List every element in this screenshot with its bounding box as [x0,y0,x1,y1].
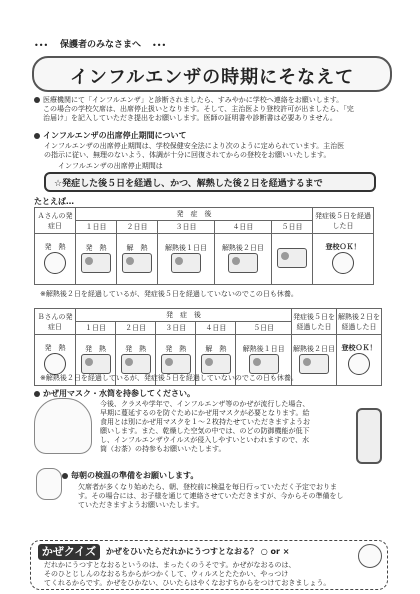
bullet-icon [34,391,40,397]
case-b-day: 発 熱 [116,335,156,386]
case-a-day: 発 熱 [76,234,117,285]
case-a-day: 解熱後２日目 [214,234,271,285]
section3-line: ていただきますようお願いいたします。 [78,501,204,509]
case-b-day: 解熱後１日目 [236,335,292,386]
title-banner [32,56,392,92]
bed-icon [121,354,151,374]
child-with-backpack-icon [332,252,354,274]
bullet-icon [34,133,40,139]
bed-icon [161,354,191,374]
section3-title: 毎朝の検温の準備をお願いします。 [62,470,198,481]
intro-line: 治届け」を記入していただき提出をお願いします。医師の証明書や診断書は必要ありません。 [43,114,337,122]
case-b-day: 発 熱 [76,335,116,386]
case-a-day: 解熱後１日目 [158,234,215,285]
section3-line: す。その場合には、お子様を通じて連絡させていただきますが、今からその準備をし [78,492,344,500]
case-b-col: ２日目 [116,322,156,335]
case-b-day: 解 熱 [196,335,236,386]
intro-block [34,96,394,123]
section3-line: 欠席者が多くなり始めたら、朝、登校前に検温を毎日行っていただく予定でおりま [78,483,337,491]
section1-title: インフルエンザの出席停止期間について [34,130,187,141]
section2-line: 早期に蔓延するのを防ぐためにかぜ用マスクが必要となります。給 [100,409,310,417]
bed-icon [228,253,258,273]
case-a-col: ４日目 [214,221,271,234]
sick-child-icon [44,252,66,274]
intro-line: 医療機関にて「インフルエンザ」と診断されましたら、すみやかに学校へ連絡をお願いします。 [34,96,394,105]
section2-title: かぜ用マスク・水筒を持参してください。 [34,388,195,399]
bullet-icon [62,473,68,479]
case-a-name: Ａさんの発症日 [35,208,76,234]
header-greeting: 保護者のみなさまへ [60,40,142,50]
section3-body [78,483,343,510]
quiz-line: だれかにうつすとなおるというのは、まったくのうそです。かぜがなおるのは、 [44,561,296,569]
page-title: インフルエンザの時期にそなえて [69,67,355,88]
section2-line: 食用とは別にかぜ用マスクを１～２枚持たせていただきますようお [100,418,310,426]
bed-icon [171,253,201,273]
bed-icon [249,354,279,374]
section2-line: 筒（お茶）の持参もお願いいたします。 [100,445,226,453]
case-b-col: ３日目 [156,322,196,335]
bed-icon [81,253,111,273]
case-a-col: １日目 [76,221,117,234]
case-a-day: 解 熱 [117,234,158,285]
bed-icon [122,253,152,273]
rule-highlight-box [44,172,376,192]
quiz-line: てくれるからです。かぜをひかない、ひいたらはやくなおすちからをつけておきましょう。 [44,579,331,587]
example-label: たとえば… [34,197,74,206]
bed-icon [299,354,329,374]
case-a-col: ５日目 [271,221,312,234]
case-b-note: ※解熱後２日を経過しているが、発症後５日を経過していないのでこの日も休養。 [40,374,298,382]
quiz-answer [44,561,330,588]
section2-line: 今後、クラスや学年で、インフルエンザ等のかぜが流行した場合、 [100,400,310,408]
bed-icon [277,248,307,268]
case-b-end1: 解熱後２日目 [292,335,337,386]
case-a-col: ２日目 [117,221,158,234]
sick-child-icon [44,353,66,375]
case-a-end: 登校ＯＫ！ [313,234,374,285]
bullet-icon [34,97,40,103]
case-a-end-header: 発症後５日を経過した日 [313,208,374,234]
case-b-end2: 登校ＯＫ！ [337,335,382,386]
case-a-col: ３日目 [158,221,215,234]
case-a-day [271,234,312,285]
case-b-group-header: 発 症 後 [76,309,292,322]
intro-line: この場合の学校欠席は、出席停止扱いとなります。そして、主治医より登校許可が出ましたら、「完 [43,105,354,113]
section1-line: の指示に従い、無理のないよう、体調が十分に回復されてからの登校をお願いいたします。 [44,151,331,159]
rule-highlight-text: ☆発症した後５日を経過し、かつ、解熱した後２日を経過するまで [54,179,323,189]
case-a-table [34,207,374,285]
case-b-end-header1: 発症後５日を経過した日 [292,309,337,335]
child-character-icon [358,544,382,568]
case-b-col: １日目 [76,322,116,335]
section1-sub: インフルエンザの出席停止期間は [58,162,163,170]
case-a-note: ※解熱後２日を経過しているが、発症後５日を経過していないのでこの日も休養。 [40,290,298,298]
quiz-question: かぜをひいたらだれかにうつすとなおる？ ○ or × [106,547,290,556]
thermometer-illustration [36,468,62,500]
case-b-day0: 発 熱 [35,335,76,386]
child-with-backpack-icon [348,353,370,375]
case-b-end-header2: 解熱後２日を経過した日 [337,309,382,335]
bear-with-mask-illustration [34,398,92,454]
case-b-col: ５日目 [236,322,292,335]
case-b-name: Ｂさんの発症日 [35,309,76,335]
header-deco-right: ••• [152,41,167,50]
section2-body [100,400,310,454]
header-deco-left: ••• [34,41,49,50]
case-a-group-header: 発 症 後 [76,208,313,221]
case-a-day0: 発 熱 [35,234,76,285]
section2-line: 願いします。また、乾燥した空気の中では、のどの防御機能が低下 [100,427,310,435]
quiz-label: かぜクイズ [38,544,100,560]
section1-line: インフルエンザの出席停止期間は、学校保健安全法により次のように定められています。主治医 [44,142,345,150]
bed-icon [81,354,111,374]
bed-icon [201,354,231,374]
case-b-col: ４日目 [196,322,236,335]
quiz-line: そのひとじしんのなおるちからがつかくして、ウィルスとたたかい、やっつけ [44,570,289,578]
section2-line: し、インフルエンザウイルスが侵入しやすいといわれますので、水 [100,436,310,444]
water-bottle-icon [356,408,382,464]
case-b-day: 発 熱 [156,335,196,386]
